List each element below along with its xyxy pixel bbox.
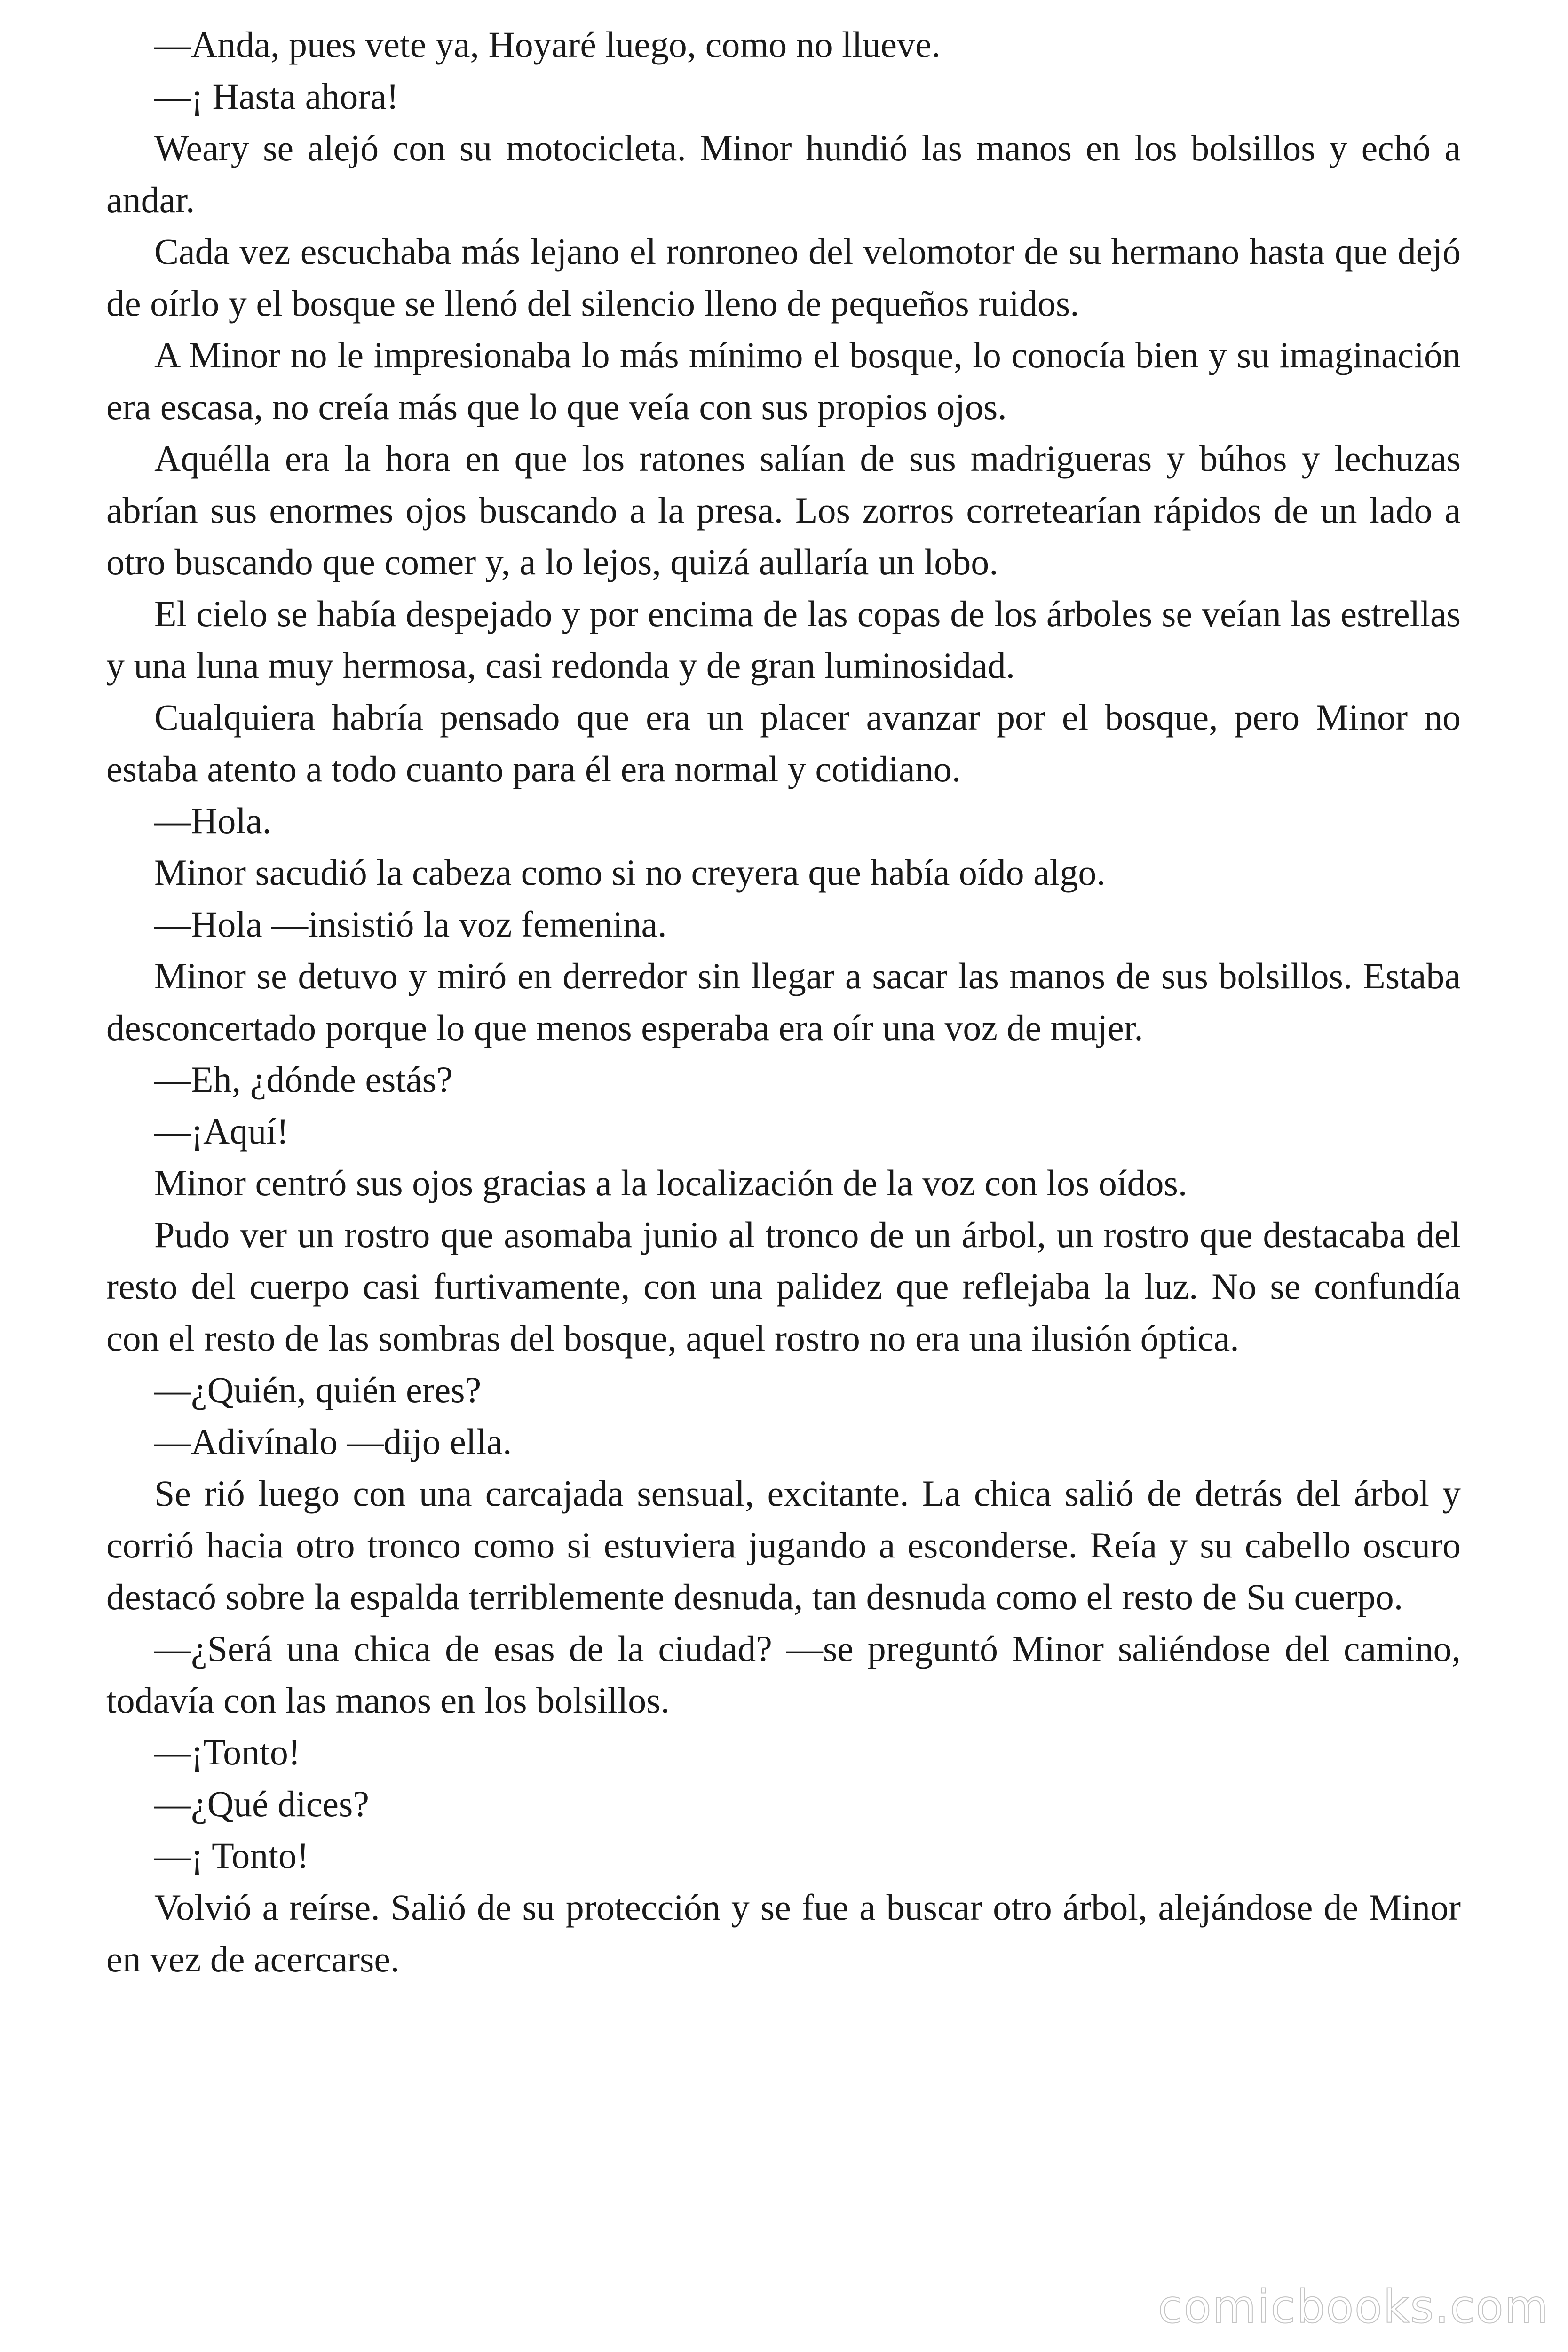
paragraph: Volvió a reírse. Salió de su protección y se fue a buscar otro árbol, alejándose de Minor en vez de acercarse. [106, 1887, 1461, 1979]
paragraph: —¿Qué dices? [154, 1783, 369, 1824]
paragraph: Pudo ver un rostro que asomaba junio al tronco de un árbol, un rostro que destacaba del resto del cuerpo casi furtivamente, con una palidez que reflejaba la luz. No se confundía con el resto de las sombras del bosque, aquel rostro no era una ilusión óptica. [106, 1214, 1461, 1359]
paragraph: Aquélla era la hora en que los ratones salían de sus madrigueras y búhos y lechuzas abrían sus enormes ojos buscando a la presa. Los zorros corretearían rápidos de un lado a otro buscando que comer y, a lo lejos, quizá aullaría un lobo. [106, 438, 1461, 582]
paragraph: —¡ Tonto! [154, 1835, 309, 1876]
paragraph: Cada vez escuchaba más lejano el ronroneo del velomotor de su hermano hasta que dejó de oírlo y el bosque se llenó del silencio lleno de pequeños ruidos. [106, 231, 1461, 324]
paragraph: —¡Tonto! [154, 1732, 301, 1772]
paragraph: —Anda, pues vete ya, Hoyaré luego, como no llueve. [154, 24, 941, 65]
watermark: comicbooks.com [1157, 2280, 1549, 2333]
paragraph: —Hola. [154, 800, 272, 841]
paragraph: Se rió luego con una carcajada sensual, excitante. La chica salió de detrás del árbol y corrió hacia otro tronco como si estuviera jugando a esconderse. Reía y su cabello oscuro destacó sobre la espalda terriblemente desnuda, tan desnuda como el resto de Su cuerpo. [106, 1473, 1461, 1617]
paragraph: —¡Aquí! [154, 1111, 289, 1152]
paragraph: —Eh, ¿dónde estás? [154, 1059, 453, 1100]
paragraph: —Hola —insistió la voz femenina. [154, 904, 667, 945]
paragraph: Weary se alejó con su motocicleta. Minor hundió las manos en los bolsillos y echó a andar. [106, 127, 1461, 220]
paragraph: A Minor no le impresionaba lo más mínimo el bosque, lo conocía bien y su imaginación era escasa, no creía más que lo que veía con sus propios ojos. [106, 334, 1461, 427]
paragraph: —¿Será una chica de esas de la ciudad? —se preguntó Minor saliéndose del camino, todavía con las manos en los bolsillos. [106, 1628, 1461, 1721]
paragraph: —¿Quién, quién eres? [154, 1369, 482, 1410]
body-text [106, 19, 1461, 1985]
paragraph: —¡ Hasta ahora! [154, 76, 399, 117]
paragraph: El cielo se había despejado y por encima de las copas de los árboles se veían las estrellas y una luna muy hermosa, casi redonda y de gran luminosidad. [106, 593, 1461, 686]
paragraph: Cualquiera habría pensado que era un placer avanzar por el bosque, pero Minor no estaba atento a todo cuanto para él era normal y cotidiano. [106, 697, 1461, 789]
paragraph: —Adivínalo —dijo ella. [154, 1421, 512, 1462]
paragraph: Minor sacudió la cabeza como si no creyera que había oído algo. [154, 852, 1106, 893]
paragraph: Minor centró sus ojos gracias a la localización de la voz con los oídos. [154, 1162, 1188, 1203]
paragraph: Minor se detuvo y miró en derredor sin llegar a sacar las manos de sus bolsillos. Estaba desconcertado porque lo que menos esperaba era oír una voz de mujer. [106, 955, 1461, 1048]
